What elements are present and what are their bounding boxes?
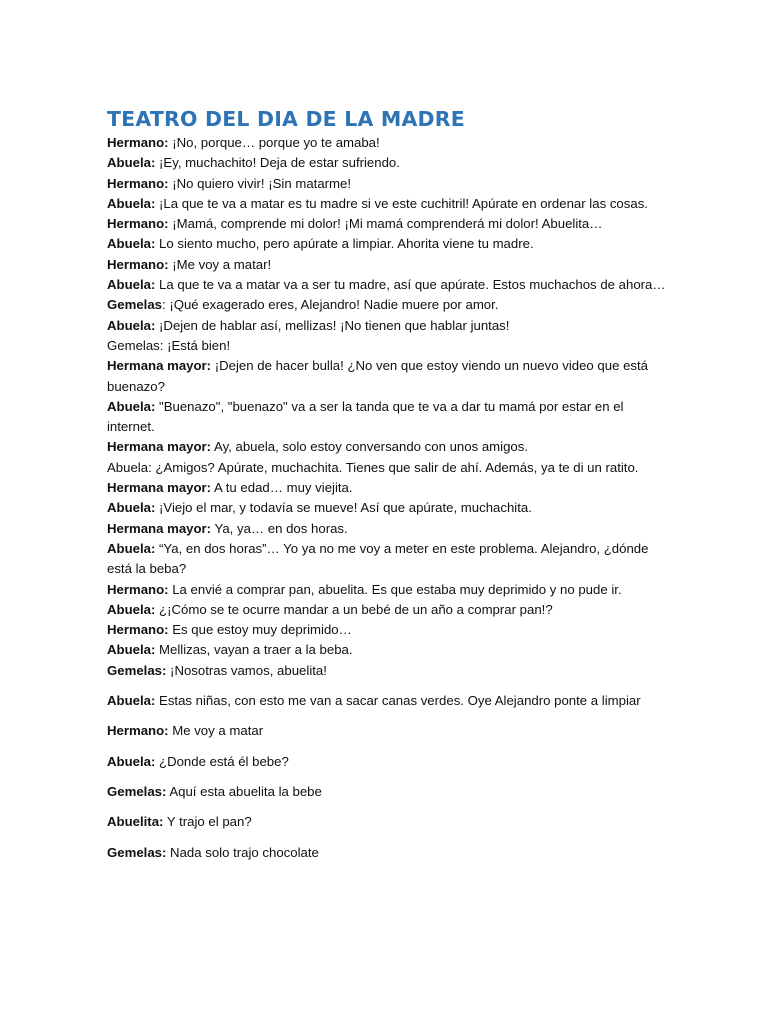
dialogue-line	[107, 397, 667, 438]
speaker-name: Hermano:	[107, 256, 169, 272]
speech-text: Mellizas, vayan a traer a la beba.	[155, 642, 353, 658]
speech-text: Y trajo el pan?	[163, 814, 252, 830]
speech-text: ¡Dejen de hablar así, mellizas! ¡No tienen que hablar juntas!	[155, 317, 510, 333]
speaker-name: Gemelas	[107, 297, 162, 313]
speech-text: Lo siento mucho, pero apúrate a limpiar. Ahorita viene tu madre.	[155, 236, 534, 252]
speaker-name: Abuela:	[107, 277, 156, 293]
dialogue-line	[107, 721, 667, 741]
dialogue-line	[107, 620, 667, 640]
speaker-name: Abuela:	[107, 459, 152, 475]
speech-text: ¡No, porque… porque yo te amaba!	[168, 135, 380, 150]
speaker-name: Gemelas:	[107, 783, 167, 799]
speaker-name: Hermano:	[107, 723, 169, 739]
speech-text: ¡Dejen de hacer bulla! ¿No ven que estoy viendo un nuevo video que está buenazo?	[107, 358, 649, 394]
speech-text: ¿Donde está él bebe?	[155, 753, 289, 769]
speaker-name: Abuela:	[107, 601, 156, 617]
speaker-name: Hermano:	[107, 581, 169, 597]
dialogue-body	[107, 133, 667, 863]
speaker-name: Abuela:	[107, 236, 156, 252]
dialogue-line	[107, 214, 667, 234]
speaker-name: Abuela:	[107, 155, 156, 171]
speech-text: La envié a comprar pan, abuelita. Es que estaba muy deprimido y no pude ir.	[168, 581, 622, 597]
dialogue-line	[107, 782, 667, 802]
speaker-name: Hermano:	[107, 135, 169, 150]
dialogue-line	[107, 174, 667, 194]
dialogue-line	[107, 336, 667, 356]
speech-text: Me voy a matar	[168, 723, 264, 739]
speech-text: ¿¡Cómo se te ocurre mandar a un bebé de un año a comprar pan!?	[155, 601, 553, 617]
dialogue-line	[107, 580, 667, 600]
speech-text: “Ya, en dos horas”… Yo ya no me voy a meter en este problema. Alejandro, ¿dónde está la beba?	[107, 540, 649, 577]
speech-text: Estas niñas, con esto me van a sacar canas verdes. Oye Alejandro ponte a limpiar	[155, 693, 641, 709]
speech-text: ¿Amigos? Apúrate, muchachita. Tienes que salir de ahí. Además, ya te di un ratito.	[151, 459, 639, 475]
speaker-name: Abuela:	[107, 195, 156, 211]
dialogue-line	[107, 519, 667, 539]
speech-text: Ay, abuela, solo estoy conversando con unos amigos.	[211, 439, 529, 455]
speaker-name: Gemelas:	[107, 662, 167, 678]
dialogue-line	[107, 498, 667, 518]
dialogue-line	[107, 812, 667, 832]
dialogue-line	[107, 153, 667, 173]
speaker-name: Hermano:	[107, 622, 169, 638]
dialogue-line	[107, 640, 667, 660]
dialogue-line	[107, 437, 667, 457]
dialogue-line	[107, 661, 667, 681]
dialogue-line	[107, 478, 667, 498]
speaker-name: Hermana mayor:	[107, 439, 212, 455]
document-page	[107, 106, 667, 863]
speech-text: Aquí esta abuelita la bebe	[166, 783, 322, 799]
speaker-name: Abuela:	[107, 317, 156, 333]
speech-text: ¡Viejo el mar, y todavía se mueve! Así que apúrate, muchachita.	[155, 500, 532, 516]
speech-text: A tu edad… muy viejita.	[211, 480, 353, 496]
speech-text: ¡Mamá, comprende mi dolor! ¡Mi mamá comprenderá mi dolor! Abuelita…	[168, 216, 603, 232]
speaker-name: Abuela:	[107, 753, 156, 769]
speaker-name: Abuela:	[107, 540, 156, 556]
dialogue-line	[107, 691, 667, 711]
dialogue-line	[107, 843, 667, 863]
speech-text: Es que estoy muy deprimido…	[168, 622, 352, 638]
dialogue-line	[107, 255, 667, 275]
dialogue-line	[107, 295, 667, 315]
speaker-name: Abuela:	[107, 642, 156, 658]
speaker-name: Hermana mayor:	[107, 358, 212, 374]
dialogue-line	[107, 356, 667, 397]
speaker-name: Gemelas:	[107, 337, 164, 353]
speech-text: "Buenazo", "buenazo" va a ser la tanda que te va a dar tu mamá por estar en el internet.	[107, 398, 624, 435]
speaker-name: Abuela:	[107, 398, 156, 414]
speech-text: Nada solo trajo chocolate	[166, 844, 319, 860]
speaker-name: Hermana mayor:	[107, 480, 212, 496]
speech-text: ¡Está bien!	[163, 337, 231, 353]
speaker-name: Gemelas:	[107, 844, 167, 860]
speaker-name: Abuela:	[107, 500, 156, 516]
dialogue-line	[107, 752, 667, 772]
speech-text: La que te va a matar va a ser tu madre, así que apúrate. Estos muchachos de ahora…	[155, 277, 666, 293]
dialogue-line	[107, 234, 667, 254]
speaker-name: Abuela:	[107, 693, 156, 709]
document-title: TEATRO DEL DIA DE LA MADRE	[107, 107, 465, 131]
dialogue-line	[107, 316, 667, 336]
speaker-name: Abuelita:	[107, 814, 164, 830]
speech-text: ¡Me voy a matar!	[168, 256, 272, 272]
dialogue-line	[107, 600, 667, 620]
dialogue-line	[107, 275, 667, 295]
dialogue-line	[107, 133, 667, 153]
dialogue-line	[107, 539, 667, 580]
speech-text: Ya, ya… en dos horas.	[211, 520, 348, 536]
speech-text: ¡La que te va a matar es tu madre si ve este cuchitril! Apúrate en ordenar las cosas.	[155, 195, 648, 211]
speaker-name: Hermana mayor:	[107, 520, 212, 536]
speech-text: ¡No quiero vivir! ¡Sin matarme!	[168, 175, 352, 191]
dialogue-line	[107, 194, 667, 214]
speech-text: : ¡Qué exagerado eres, Alejandro! Nadie muere por amor.	[162, 297, 499, 313]
speaker-name: Hermano:	[107, 175, 169, 191]
speaker-name: Hermano:	[107, 216, 169, 232]
speech-text: ¡Nosotras vamos, abuelita!	[166, 662, 327, 678]
dialogue-line	[107, 458, 667, 478]
speech-text: ¡Ey, muchachito! Deja de estar sufriendo.	[155, 155, 400, 171]
